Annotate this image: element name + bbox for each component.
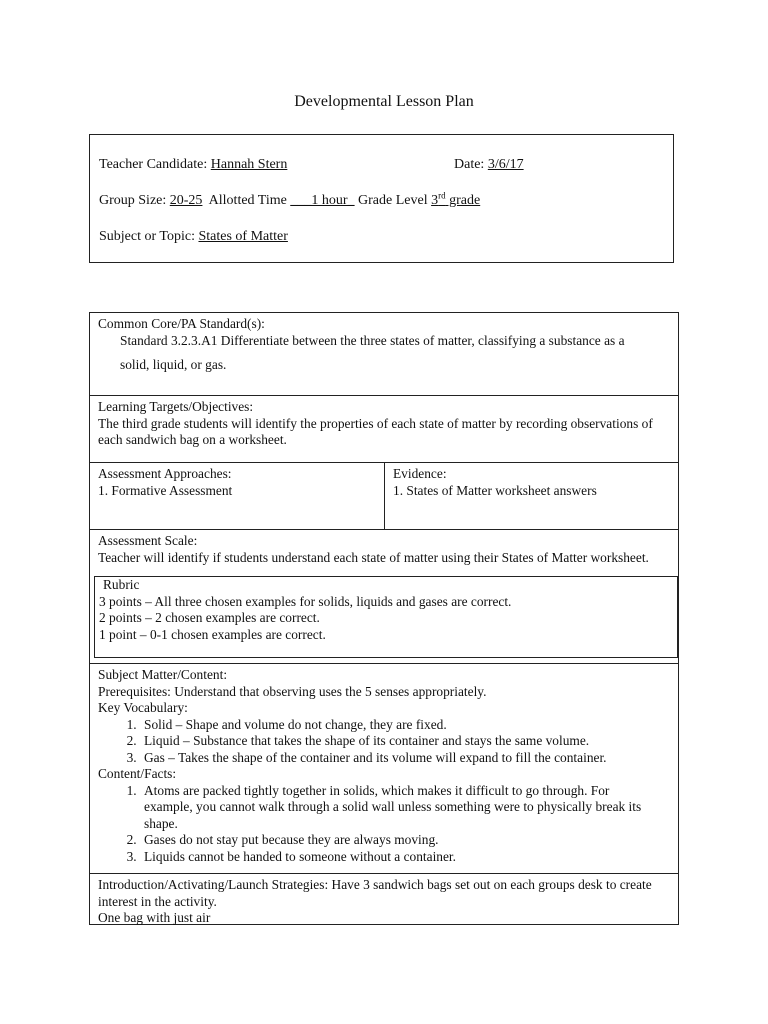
- teacher-value: Hannah Stern: [210, 157, 288, 172]
- assessment-approaches-cell: [90, 463, 385, 529]
- intro-line-2: One bag with just air: [98, 910, 211, 925]
- date-line: [454, 157, 524, 173]
- subject-label: Subject or Topic:: [99, 229, 199, 244]
- rubric-line: 3 points – All three chosen examples for solids, liquids and gases are correct.: [99, 593, 512, 609]
- scale-heading: Assessment Scale:: [98, 533, 198, 548]
- rubric-line: 2 points – 2 chosen examples are correct.: [99, 610, 320, 625]
- time-value: ___1 hour_: [290, 193, 355, 208]
- vocab-item: 3. Gas – Takes the shape of the container and its volume will expand to fill the container.: [140, 750, 670, 767]
- approaches-item: 1. Formative Assessment: [98, 482, 233, 498]
- rubric-title: Rubric: [103, 577, 140, 592]
- evidence-cell: [385, 463, 678, 529]
- lesson-header-box: [89, 134, 674, 263]
- group-line: [99, 190, 481, 209]
- group-value: 20-25: [169, 193, 203, 208]
- fact-item: 2. Gases do not stay put because they are always moving.: [140, 832, 670, 849]
- intro-section: [90, 874, 678, 924]
- date-label: Date:: [454, 157, 488, 172]
- standards-heading: Common Core/PA Standard(s):: [98, 316, 265, 331]
- standards-line-1: Standard 3.2.3.A1 Differentiate between the three states of matter, classifying a substance as a: [120, 332, 625, 348]
- facts-heading: Content/Facts:: [98, 766, 177, 781]
- evidence-item: 1. States of Matter worksheet answers: [393, 482, 597, 498]
- teacher-label: Teacher Candidate:: [99, 157, 211, 172]
- standards-section: [90, 313, 678, 396]
- date-value: 3/6/17: [487, 157, 524, 172]
- vocab-item: 2. Liquid – Substance that takes the shape of its container and stays the same volume.: [140, 733, 670, 750]
- group-label: Group Size:: [99, 193, 170, 208]
- grade-label: Grade Level: [354, 193, 432, 208]
- prerequisites: Prerequisites: Understand that observing uses the 5 senses appropriately.: [98, 683, 487, 699]
- rubric-box: [94, 576, 678, 658]
- time-label: Allotted Time: [202, 193, 291, 208]
- grade-value: 3rd grade: [431, 190, 481, 208]
- rubric-line: 1 point – 0-1 chosen examples are correct.: [99, 626, 326, 642]
- standards-line-2: solid, liquid, or gas.: [120, 357, 227, 372]
- teacher-line: [99, 157, 287, 173]
- fact-item: 3. Liquids cannot be handed to someone without a container.: [140, 849, 670, 866]
- content-heading: Subject Matter/Content:: [98, 667, 228, 682]
- assessment-scale-section: [90, 530, 678, 664]
- lesson-plan-table: [89, 312, 679, 925]
- facts-list: [98, 783, 670, 866]
- objectives-heading: Learning Targets/Objectives:: [98, 399, 254, 414]
- subject-line: [99, 229, 288, 245]
- assessment-row: [90, 463, 678, 530]
- vocab-heading: Key Vocabulary:: [98, 700, 188, 715]
- subject-value: States of Matter: [198, 229, 288, 244]
- content-section: [90, 664, 678, 874]
- approaches-heading: Assessment Approaches:: [98, 466, 232, 481]
- evidence-heading: Evidence:: [393, 466, 447, 481]
- intro-text: Introduction/Activating/Launch Strategies: Have 3 sandwich bags set out on each groups desk to create interest in the activity.: [98, 877, 652, 909]
- page-title: Developmental Lesson Plan: [294, 93, 474, 110]
- vocab-item: 1. Solid – Shape and volume do not change, they are fixed.: [140, 717, 670, 734]
- objectives-section: [90, 396, 678, 463]
- scale-text: Teacher will identify if students understand each state of matter using their States of Matter worksheet.: [98, 549, 649, 565]
- fact-item: 1. Atoms are packed tightly together in solids, which makes it difficult to go through. For example, you cannot walk through a solid wall unless something were to physically break its shape.: [140, 783, 670, 833]
- objectives-text: The third grade students will identify the properties of each state of matter by recording observations of each sandwich bag on a worksheet.: [98, 415, 653, 447]
- vocab-list: [98, 717, 670, 767]
